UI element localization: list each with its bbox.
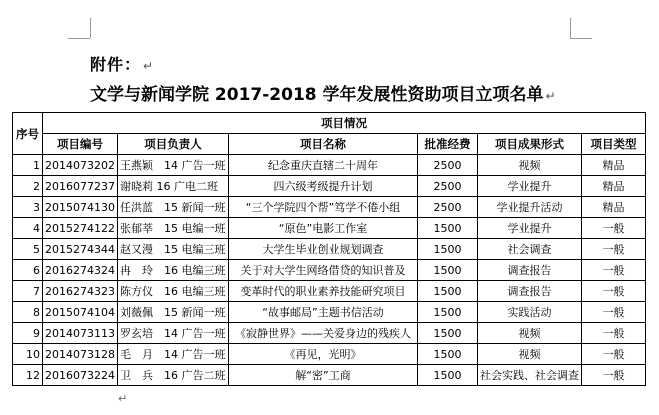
project-type-cell: 精品 (582, 155, 646, 176)
table-row (13, 281, 646, 302)
funding-cell: 1500 (418, 260, 478, 281)
project-code-cell: 2016073224 (43, 365, 118, 386)
funding-cell: 1500 (418, 218, 478, 239)
project-name-cell: 关于对大学生网络借贷的知识普及 (229, 260, 418, 281)
funding-cell: 2500 (418, 176, 478, 197)
table-row (13, 302, 646, 323)
project-type-cell: 一般 (582, 344, 646, 365)
project-name-cell: 解“密”工商 (229, 365, 418, 386)
project-code-cell: 2014073202 (43, 155, 118, 176)
project-leader-cell: 张郁莘 15 电编一班 (118, 218, 229, 239)
project-code-cell: 2015074104 (43, 302, 118, 323)
table-row (13, 176, 646, 197)
page-corner-mark-top-left (76, 18, 91, 38)
page-corner-mark-top-right-h (570, 38, 592, 39)
project-name-cell: 大学生毕业创业规划调查 (229, 239, 418, 260)
seq-cell: 12 (13, 365, 43, 386)
project-leader-cell: 罗玄培 14 广告一班 (118, 323, 229, 344)
seq-cell: 1 (13, 155, 43, 176)
seq-cell: 2 (13, 176, 43, 197)
project-type-cell: 一般 (582, 302, 646, 323)
project-leader-cell: 刘薇佩 15 新闻一班 (118, 302, 229, 323)
table-row (13, 155, 646, 176)
table-header-row (13, 134, 646, 155)
project-name-cell: 变革时代的职业素养技能研究项目 (229, 281, 418, 302)
project-type-cell: 一般 (582, 218, 646, 239)
seq-cell: 5 (13, 239, 43, 260)
result-form-cell: 社会调查 (478, 239, 582, 260)
page-corner-mark-top-left-h (68, 38, 90, 39)
result-form-cell: 学业提升 (478, 176, 582, 197)
funding-cell: 1500 (418, 323, 478, 344)
result-form-cell: 调查报告 (478, 281, 582, 302)
funding-cell: 1500 (418, 365, 478, 386)
project-code-cell: 2016077237 (43, 176, 118, 197)
project-leader-cell: 陈方仪 16 电编三班 (118, 281, 229, 302)
project-code-cell: 2014073113 (43, 323, 118, 344)
group-header: 项目情况 (43, 113, 646, 134)
page-corner-mark-top-right (570, 18, 571, 38)
column-header: 项目成果形式 (478, 134, 582, 155)
table-row (13, 197, 646, 218)
column-header: 项目类型 (582, 134, 646, 155)
project-code-cell: 2016274323 (43, 281, 118, 302)
project-leader-cell: 谢晓莉 16 广电二班 (118, 176, 229, 197)
funding-cell: 2500 (418, 197, 478, 218)
table-header-row-group (13, 113, 646, 134)
result-form-cell: 调查报告 (478, 260, 582, 281)
project-leader-cell: 赵又漫 15 电编三班 (118, 239, 229, 260)
column-header: 项目编号 (43, 134, 118, 155)
result-form-cell: 视频 (478, 323, 582, 344)
funding-cell: 1500 (418, 344, 478, 365)
project-leader-cell: 卫 兵 16 广告二班 (118, 365, 229, 386)
project-type-cell: 一般 (582, 365, 646, 386)
project-type-cell: 一般 (582, 260, 646, 281)
project-type-cell: 精品 (582, 197, 646, 218)
project-name-cell: 四六级考级提升计划 (229, 176, 418, 197)
result-form-cell: 社会实践、社会调查 (478, 365, 582, 386)
project-leader-cell: 冉 玲 16 电编三班 (118, 260, 229, 281)
project-type-cell: 精品 (582, 176, 646, 197)
project-type-cell: 一般 (582, 323, 646, 344)
table-row (13, 218, 646, 239)
funding-cell: 1500 (418, 302, 478, 323)
column-header: 批准经费 (418, 134, 478, 155)
project-name-cell: 纪念重庆直辖二十周年 (229, 155, 418, 176)
seq-cell: 7 (13, 281, 43, 302)
attachment-label: 附件： ↵ (90, 55, 155, 74)
seq-cell: 4 (13, 218, 43, 239)
project-name-cell: 《寂静世界》——关爱身边的残疾人 (229, 323, 418, 344)
project-code-cell: 2015274344 (43, 239, 118, 260)
project-type-cell: 一般 (582, 281, 646, 302)
column-header: 项目名称 (229, 134, 418, 155)
project-code-cell: 2015074130 (43, 197, 118, 218)
result-form-cell: 视频 (478, 344, 582, 365)
project-leader-cell: 毛 月 14 广告一班 (118, 344, 229, 365)
table-row (13, 260, 646, 281)
column-header: 项目负责人 (118, 134, 229, 155)
result-form-cell: 学业提升活动 (478, 197, 582, 218)
seq-cell: 3 (13, 197, 43, 218)
project-name-cell: “三个学院四个帮”笃学不倦小组 (229, 197, 418, 218)
result-form-cell: 学业提升 (478, 218, 582, 239)
project-type-cell: 一般 (582, 239, 646, 260)
project-code-cell: 2014073128 (43, 344, 118, 365)
result-form-cell: 视频 (478, 155, 582, 176)
project-leader-cell: 王燕颖 14 广告一班 (118, 155, 229, 176)
project-leader-cell: 任洪蓝 15 新闻一班 (118, 197, 229, 218)
table-row (13, 323, 646, 344)
project-table (12, 112, 646, 386)
project-name-cell: “故事邮局”主题书信活动 (229, 302, 418, 323)
table-row (13, 344, 646, 365)
seq-header: 序号 (13, 113, 43, 155)
document-title: 文学与新闻学院 2017-2018 学年发展性资助项目立项名单 ↵ (90, 85, 556, 105)
seq-cell: 6 (13, 260, 43, 281)
seq-cell: 9 (13, 323, 43, 344)
funding-cell: 1500 (418, 239, 478, 260)
funding-cell: 2500 (418, 155, 478, 176)
project-code-cell: 2016274324 (43, 260, 118, 281)
funding-cell: 1500 (418, 281, 478, 302)
project-name-cell: 《再见，光明》 (229, 344, 418, 365)
table-row (13, 239, 646, 260)
table-row (13, 365, 646, 386)
paragraph-mark: ↵ (118, 392, 128, 405)
seq-cell: 10 (13, 344, 43, 365)
seq-cell: 8 (13, 302, 43, 323)
result-form-cell: 实践活动 (478, 302, 582, 323)
project-name-cell: “原色”电影工作室 (229, 218, 418, 239)
project-code-cell: 2015274122 (43, 218, 118, 239)
